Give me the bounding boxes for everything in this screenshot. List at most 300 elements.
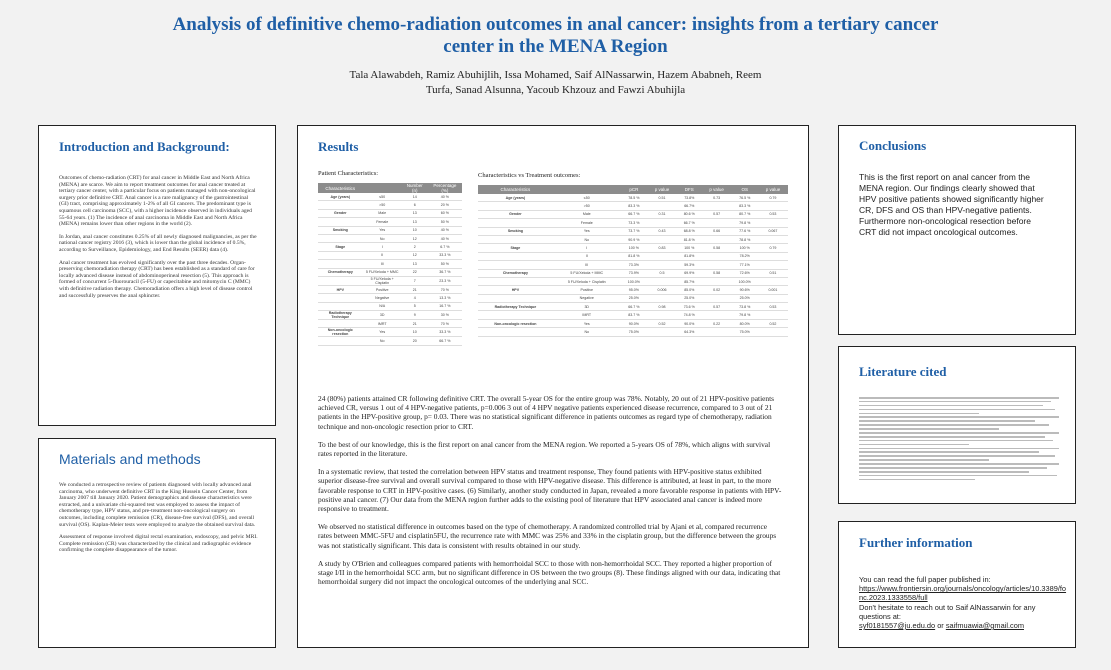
table1-cell: 16.7 % xyxy=(428,302,462,310)
table1-cell: 70 % xyxy=(428,320,462,328)
conclusions-text: This is the first report on anal cancer from the MENA region. Our findings clearly showed that HPV positive patients showed significantly higher CR, DFS and OS than HPV-negative patients. Furthermore non-oncological resection before CRT did not impact oncological outcomes. xyxy=(859,172,1044,237)
reference-line xyxy=(859,459,989,461)
email-link-2[interactable]: saifmuawia@gmail.com xyxy=(945,621,1024,631)
table2-header-cell: p value xyxy=(647,185,677,194)
table1-cell: 5 FU/Xeloda + MMC xyxy=(363,268,402,276)
conclusions-heading: Conclusions xyxy=(859,138,927,153)
contact-emails xyxy=(859,621,1067,630)
table2-cell: 80.6 % xyxy=(677,210,702,218)
table2-cell: Non-oncologic resection xyxy=(478,319,553,327)
table2-cell: Chemotherapy xyxy=(478,269,553,277)
table2-cell: 0.57 xyxy=(702,210,732,218)
table2-cell: Age (years) xyxy=(478,194,553,202)
table2-cell: 95.0% xyxy=(621,286,647,294)
table-row xyxy=(318,234,462,242)
table2-cell: 0.58 xyxy=(702,244,732,252)
table2-cell: Radiotherapy Technique xyxy=(478,303,553,311)
table2-cell xyxy=(478,219,553,227)
reference-line xyxy=(859,455,1055,457)
table2-header-cell xyxy=(553,185,621,194)
table2-cell: 77.1% xyxy=(732,261,758,269)
table2-cell: 80.0% xyxy=(732,319,758,327)
table2-cell: 0.79 xyxy=(758,244,788,252)
table1-cell: 10 xyxy=(402,328,428,337)
table2-cell: 25.0% xyxy=(732,294,758,302)
intro-body xyxy=(59,175,259,305)
table2-cell xyxy=(478,311,553,319)
table2-header-cell: Characteristics xyxy=(478,185,553,194)
literature-heading: Literature cited xyxy=(859,364,947,379)
table2-cell: 3D xyxy=(553,303,621,311)
further-line-1: You can read the full paper published in: xyxy=(859,575,991,584)
table2-cell xyxy=(478,261,553,269)
table2-header-cell: OS xyxy=(732,185,758,194)
table2-cell: 0.98 xyxy=(647,303,677,311)
table1-cell: 33.3 % xyxy=(428,328,462,337)
table2-cell xyxy=(758,202,788,210)
results-paragraph-3: In a systematic review, that tested the correlation between HPV status and treatment response, They found patients with HPV-positive status exhibited superior disease-free survival and overall survival compared to those with HPV-negative disease. This difference is attributed, at least in part, to the more favorable response to CRT in HPV-positive cases. (6) Similarly, another study conducted in Japan, revealed a more favorable response in patients with HPV-positive anal cancer. (7) Our data from the MENA region further adds to the existing pool of literature that HPV associated anal cancer is indeed more responsive to treatment. xyxy=(318,467,782,514)
table2-cell: III xyxy=(553,261,621,269)
table2-cell: 0.067 xyxy=(758,227,788,235)
methods-body xyxy=(59,482,259,560)
table1-cell: 12 xyxy=(402,234,428,242)
reference-line xyxy=(859,401,1051,403)
table2-cell: Yes xyxy=(553,319,621,327)
table1-cell xyxy=(318,201,363,209)
reference-line xyxy=(859,424,1049,426)
table2-cell xyxy=(647,294,677,302)
table1-cell: 36.7 % xyxy=(428,268,462,276)
table2-cell: Positive xyxy=(553,286,621,294)
table1-cell xyxy=(318,260,363,268)
table1-cell: 50 % xyxy=(428,218,462,226)
table-row xyxy=(318,311,462,320)
reference-line xyxy=(859,479,975,481)
table2-cell: 81.8 % xyxy=(677,235,702,243)
table1-cell: Non-oncologic resection xyxy=(318,328,363,337)
table2-cell: 0.79 xyxy=(758,194,788,202)
table2-cell: 0.51 xyxy=(758,269,788,277)
table-row xyxy=(478,227,788,235)
table1-cell: Female xyxy=(363,218,402,226)
table2-cell: Smoking xyxy=(478,227,553,235)
reference-line xyxy=(859,440,1053,442)
table2-cell: 79.8 % xyxy=(732,219,758,227)
table1-cell: 40 % xyxy=(428,226,462,234)
table2-cell xyxy=(758,311,788,319)
table1-cell: Chemotherapy xyxy=(318,268,363,276)
table2-cell xyxy=(702,202,732,210)
table1-cell: 13.3 % xyxy=(428,294,462,302)
outcomes-table xyxy=(478,185,788,337)
table2-cell: 83.3 % xyxy=(732,202,758,210)
table2-cell: 0.52 xyxy=(758,319,788,327)
table2-cell xyxy=(647,311,677,319)
reference-line xyxy=(859,467,1047,469)
authors-line-1: Tala Alawabdeh, Ramiz Abuhijlih, Issa Mohamed, Saif AlNassarwin, Hazem Ababneh, Reem xyxy=(349,69,762,81)
table1-cell: IMRT xyxy=(363,320,402,328)
table2-cell: 0.53 xyxy=(758,210,788,218)
reference-line xyxy=(859,432,1059,434)
table2-cell: 90.9 % xyxy=(621,235,647,243)
table1-cell: 66.7 % xyxy=(428,337,462,345)
table2-cell: 85.0% xyxy=(677,286,702,294)
table2-cell: 83.3 % xyxy=(621,202,647,210)
table2-cell: 85.7% xyxy=(677,277,702,285)
table2-cell xyxy=(702,328,732,336)
table1-cell: No xyxy=(363,337,402,345)
table1-cell: Yes xyxy=(363,226,402,234)
table2-cell: 59.3% xyxy=(677,261,702,269)
table2-cell: 100 % xyxy=(677,244,702,252)
poster-authors xyxy=(300,68,811,98)
table-row xyxy=(478,303,788,311)
table2-cell xyxy=(647,219,677,227)
table2-cell: Stage xyxy=(478,244,553,252)
table-row xyxy=(478,319,788,327)
table2-cell: 78.8 % xyxy=(732,235,758,243)
intro-heading: Introduction and Background: xyxy=(59,139,230,154)
table2-cell: 78.2% xyxy=(732,252,758,260)
table2-cell xyxy=(478,277,553,285)
table1-cell: 30 % xyxy=(428,311,462,320)
table1-header-cell: Characteristics xyxy=(318,183,363,193)
results-paragraph-4: We observed no statistical difference in outcomes based on the type of chemotherapy. A randomized controlled trial by Ajani et al, compared recurrence rates between MMC-5FU and cisplatin5FU, the recurrence rate with MMC was 25% and 33% in the cisplatin group, but the difference between the groups was not statistically significant. This data is consistent with results obtained in our study. xyxy=(318,522,777,550)
table2-cell xyxy=(758,261,788,269)
table2-cell: No xyxy=(553,235,621,243)
table1-cell xyxy=(318,320,363,328)
email-separator: or xyxy=(935,621,946,631)
intro-paragraph-1: Outcomes of chemo-radiation (CRT) for anal cancer in Middle East and North Africa (MENA) are scarce. We aim to report treatment outcomes for anal cancer treated at tertiary cancer center, with a particular focus on patients managed with non-oncological surgery prior definitive CRT. Anal cancer is a rare malignancy of the gastrointestinal (GI) tract, comprising approximately 1-2% of all GI cancers. The predominant type is squamous cell carcinoma (SCC), with a higher incidence observed in individuals aged 55-64 years. (1) The incidence of anal carcinoma in Middle East and North Africa (MENA) remains lower than other regions in the world (2). xyxy=(59,175,256,228)
table-row xyxy=(478,219,788,227)
table1-header-cell xyxy=(363,183,402,193)
table1-cell: 60 % xyxy=(428,209,462,217)
table2-cell: 73.7 % xyxy=(621,227,647,235)
table1-cell xyxy=(318,218,363,226)
table2-cell xyxy=(758,235,788,243)
table2-cell: 0.22 xyxy=(702,319,732,327)
patient-characteristics-table xyxy=(318,183,462,346)
table-row xyxy=(478,311,788,319)
table2-cell: Negative xyxy=(553,294,621,302)
authors-line-2: Turfa, Sanad Alsunna, Yacoub Khzouz and Fawzi Abuhijla xyxy=(425,84,686,96)
table-row xyxy=(318,276,462,285)
table1-cell: 12 xyxy=(402,251,428,259)
table1-cell: 6 xyxy=(402,201,428,209)
table2-cell: 72.6% xyxy=(732,269,758,277)
table2-cell xyxy=(758,252,788,260)
table2-cell: 83.7 % xyxy=(621,311,647,319)
table-row xyxy=(478,261,788,269)
table2-cell xyxy=(758,328,788,336)
results-heading: Results xyxy=(318,139,359,154)
table2-cell xyxy=(478,294,553,302)
table2-cell xyxy=(702,261,732,269)
table2-cell: 0.73 xyxy=(702,194,732,202)
table2-cell xyxy=(478,235,553,243)
poster-title: Analysis of definitive chemo-radiation outcomes in anal cancer: insights from a tertiary cancer center in the MENA Region xyxy=(172,14,939,57)
table2-cell: 68.8 % xyxy=(677,227,702,235)
table1-cell: 4 xyxy=(402,294,428,302)
table2-header-cell: pCR xyxy=(621,185,647,194)
table-row xyxy=(318,320,462,328)
table1-cell: 33.3 % xyxy=(428,251,462,259)
table2-header-cell: p value xyxy=(758,185,788,194)
table2-cell: 78.5 % xyxy=(621,194,647,202)
table1-cell: Smoking xyxy=(318,226,363,234)
table1-cell: 5 xyxy=(402,302,428,310)
table2-cell: Female xyxy=(553,219,621,227)
table-row xyxy=(318,285,462,293)
table-row xyxy=(318,226,462,234)
methods-panel xyxy=(38,438,276,648)
table1-cell: Stage xyxy=(318,243,363,251)
intro-paragraph-3: Anal cancer treatment has evolved significantly over the past three decades. Organ-preserving chemoradiation therapy (CRT) has been established as a standard of care for locally advanced disease instead of abdominoperineal resection (5). This approach is formed of concurrent 5-fluorouracil (5-FU) or capecitabine and mitomycin C (MMC) with definitive radiation therapy. Chemoradiation offers a high level of disease control and successfully preserves the anal sphincter. xyxy=(59,259,255,299)
table2-cell: ≤50 xyxy=(553,194,621,202)
intro-panel xyxy=(38,125,276,426)
table1-cell: Yes xyxy=(363,328,402,337)
table2-cell: 81.8% xyxy=(677,252,702,260)
table1-cell: 22 xyxy=(402,268,428,276)
table2-cell: 66.7 % xyxy=(621,210,647,218)
table2-cell: >50 xyxy=(553,202,621,210)
table-row xyxy=(318,268,462,276)
table-row xyxy=(318,260,462,268)
table1-cell: ≤50 xyxy=(363,193,402,201)
table1-cell: Male xyxy=(363,209,402,217)
table2-cell: 0.43 xyxy=(647,227,677,235)
table2-cell: 75.0% xyxy=(732,328,758,336)
further-line-2: Don't hesitate to reach out to Saif AlNassarwin for any questions at: xyxy=(859,602,1036,621)
table-row xyxy=(478,294,788,302)
table2-cell xyxy=(702,235,732,243)
table1-caption: Patient Characteristics: xyxy=(318,170,379,177)
table2-cell xyxy=(647,235,677,243)
table2-cell: 0.83 xyxy=(647,244,677,252)
table-row xyxy=(318,294,462,302)
table1-header-cell: Percentage (%) xyxy=(428,183,462,193)
table-row xyxy=(318,209,462,217)
table2-cell: 66.7 % xyxy=(621,303,647,311)
table2-cell: Male xyxy=(553,210,621,218)
table-row xyxy=(318,201,462,209)
methods-heading: Materials and methods xyxy=(59,451,201,467)
table1-cell: Positive xyxy=(363,285,402,293)
table2-cell xyxy=(478,252,553,260)
table2-cell: 73.8 % xyxy=(732,303,758,311)
table-row xyxy=(318,193,462,201)
email-link-1[interactable]: syf0181557@ju.edu.do xyxy=(859,621,936,631)
table2-cell: No xyxy=(553,328,621,336)
table2-cell xyxy=(478,328,553,336)
table1-cell: Age (years) xyxy=(318,193,363,201)
table1-cell: 40 % xyxy=(428,234,462,242)
paper-link[interactable]: https://www.frontiersin.org/journals/oncology/articles/10.3389/fonc.2023.1333558/full xyxy=(859,584,1067,603)
reference-line xyxy=(859,428,999,430)
table2-cell: 0.31 xyxy=(647,210,677,218)
table1-cell: 23.3 % xyxy=(428,276,462,285)
table2-cell: Gender xyxy=(478,210,553,218)
table2-cell: 79.8 % xyxy=(732,311,758,319)
table-row xyxy=(478,202,788,210)
table2-cell xyxy=(647,277,677,285)
table1-cell: 9 xyxy=(402,311,428,320)
table2-cell: 75.0% xyxy=(621,328,647,336)
table1-cell xyxy=(318,302,363,310)
reference-line xyxy=(859,413,979,415)
table2-cell xyxy=(702,311,732,319)
further-panel xyxy=(838,521,1076,648)
table-row xyxy=(318,302,462,310)
table-row xyxy=(318,251,462,259)
table1-cell: 14 xyxy=(402,193,428,201)
table2-cell: 5 FU/Xeloda + MMC xyxy=(553,269,621,277)
results-body xyxy=(318,394,782,595)
table1-cell: 3D xyxy=(363,311,402,320)
results-panel xyxy=(297,125,809,648)
table2-header-cell: p value xyxy=(702,185,732,194)
table2-caption: Characteristics vs Treatment outcomes: xyxy=(478,172,581,179)
table1-cell xyxy=(318,251,363,259)
table-row xyxy=(478,286,788,294)
table2-cell: 74.8 % xyxy=(677,311,702,319)
reference-line xyxy=(859,405,1043,407)
table2-cell: 100.0% xyxy=(732,277,758,285)
table2-cell: 69.9% xyxy=(677,269,702,277)
table2-cell xyxy=(702,219,732,227)
conclusions-panel xyxy=(838,125,1076,335)
table1-cell: 20 % xyxy=(428,201,462,209)
table1-cell: Negative xyxy=(363,294,402,302)
table2-cell: 0.66 xyxy=(702,227,732,235)
reference-line xyxy=(859,471,1029,473)
table-row xyxy=(318,243,462,251)
table1-cell: 70 % xyxy=(428,285,462,293)
table-row xyxy=(478,252,788,260)
table2-cell: 100 % xyxy=(732,244,758,252)
table1-cell: 21 xyxy=(402,285,428,293)
table2-cell xyxy=(702,252,732,260)
table2-cell: 0.52 xyxy=(647,319,677,327)
methods-paragraph-2: Assessment of response involved digital rectal examination, endoscopy, and pelvic MRI. Complete remission (CR) was characterized by the clinical and radiographic evidence confirming the complete disappearance of the tumor. xyxy=(59,534,258,554)
table2-cell: 90.6% xyxy=(732,286,758,294)
table2-cell xyxy=(647,261,677,269)
table2-cell: 25.0% xyxy=(677,294,702,302)
table2-cell: IMRT xyxy=(553,311,621,319)
table2-cell xyxy=(758,294,788,302)
reference-line xyxy=(859,444,969,446)
table2-cell: 0.5 xyxy=(647,269,677,277)
table2-cell: 0.006 xyxy=(647,286,677,294)
table2-cell: 0.02 xyxy=(702,286,732,294)
table1-cell: 13 xyxy=(402,209,428,217)
table2-cell: 80.7 % xyxy=(732,210,758,218)
table2-cell: 0.51 xyxy=(647,194,677,202)
table-row xyxy=(318,337,462,345)
table-row xyxy=(478,194,788,202)
table2-cell: 73.9% xyxy=(621,269,647,277)
table1-cell: 13 xyxy=(402,218,428,226)
table2-cell: Yes xyxy=(553,227,621,235)
table2-cell xyxy=(478,202,553,210)
table2-cell xyxy=(647,328,677,336)
table1-cell xyxy=(318,234,363,242)
table1-cell: HPV xyxy=(318,285,363,293)
results-paragraph-1: 24 (80%) patients attained CR following definitive CRT. The overall 5-year OS for the entire group was 78%. Notably, 20 out of 21 HPV-positive patients achieved CR, versus 1 out of 4 HPV-negative patients, p=0.006 3 out of 4 HPV negative patients experienced disease recurrence, compared to 3 out of 21 patients in the HPV-positive group, p= 0.03. There was no statistical significant difference in patients outcomes as regard type of chemotherapy, radiation technique and non-oncologic resection prior to CRT. xyxy=(318,394,775,431)
table-row xyxy=(478,269,788,277)
table1-cell xyxy=(318,294,363,302)
table1-cell: N/A xyxy=(363,302,402,310)
table2-cell xyxy=(647,202,677,210)
reference-line xyxy=(859,475,1057,477)
table2-cell xyxy=(758,219,788,227)
table2-cell: 0.57 xyxy=(702,303,732,311)
results-paragraph-5: A study by O'Brien and colleagues compared patients with hemorrhoidal SCC to those with non-hemorrhoidal SCC. They reported a higher proportion of stage I/II in the hemorrhoidal SCC arm, but no significant difference in OS between the two groups (8). These findings aligned with our data, indicating that hemorrhoidal surgery did not impact the oncological outcomes of the underlying anal SCC. xyxy=(318,558,781,587)
table2-cell: 66.7% xyxy=(677,202,702,210)
table2-cell: 0.53 xyxy=(758,303,788,311)
table1-cell: 20 xyxy=(402,337,428,345)
table1-cell: 40 % xyxy=(428,193,462,201)
literature-panel xyxy=(838,346,1076,504)
table2-header-cell: DFS xyxy=(677,185,702,194)
further-heading: Further information xyxy=(859,535,973,550)
table2-cell: 90.0% xyxy=(621,319,647,327)
table2-cell xyxy=(702,277,732,285)
table2-cell: II xyxy=(553,252,621,260)
table-row xyxy=(478,277,788,285)
table2-cell: 100.0% xyxy=(621,277,647,285)
table1-cell: Gender xyxy=(318,209,363,217)
literature-list xyxy=(859,397,1059,483)
table1-cell: >50 xyxy=(363,201,402,209)
table1-cell: 2 xyxy=(402,243,428,251)
table2-cell: 76.5 % xyxy=(732,194,758,202)
table1-header-cell: Number (n) xyxy=(402,183,428,193)
table2-cell: 90.0% xyxy=(677,319,702,327)
table1-cell: III xyxy=(363,260,402,268)
reference-line xyxy=(859,420,1035,422)
table2-cell: 0.58 xyxy=(702,269,732,277)
intro-paragraph-2: In Jordan, anal cancer constitutes 0.25% of all newly diagnosed malignancies, as per the national cancer registry 2016 (3), which is lower than the global incidence of 0.5%, according to Surveillance, Epidemiology, and End Results (SEER) data (4). xyxy=(59,233,257,253)
table-row xyxy=(478,235,788,243)
table2-cell xyxy=(702,294,732,302)
table1-cell: Radiotherapy Technique xyxy=(318,311,363,320)
reference-line xyxy=(859,397,1059,399)
table1-cell: 5 FU/Xeloda + Cisplatin xyxy=(363,276,402,285)
table2-cell: 100 % xyxy=(621,244,647,252)
reference-line xyxy=(859,451,1039,453)
table2-cell: 77.6 % xyxy=(732,227,758,235)
table-row xyxy=(318,218,462,226)
reference-line xyxy=(859,416,1059,418)
table2-cell: 81.8 % xyxy=(621,252,647,260)
table2-cell: HPV xyxy=(478,286,553,294)
table1-cell: I xyxy=(363,243,402,251)
reference-line xyxy=(859,409,1055,411)
results-paragraph-2: To the best of our knowledge, this is the first report on anal cancer from the MENA region. We reported a 5-years OS of 78%, which aligns with survival rates reported in the literature. xyxy=(318,439,771,459)
table1-cell: 6.7 % xyxy=(428,243,462,251)
table1-cell: II xyxy=(363,251,402,259)
table2-cell: 73.8% xyxy=(677,194,702,202)
table2-cell: 73.3 % xyxy=(621,219,647,227)
table2-cell: 64.3% xyxy=(677,328,702,336)
table1-cell: 13 xyxy=(402,260,428,268)
table1-cell: No xyxy=(363,234,402,242)
table1-cell: 50 % xyxy=(428,260,462,268)
table2-cell: 25.0% xyxy=(621,294,647,302)
table-row xyxy=(478,328,788,336)
table2-cell: 0.001 xyxy=(758,286,788,294)
